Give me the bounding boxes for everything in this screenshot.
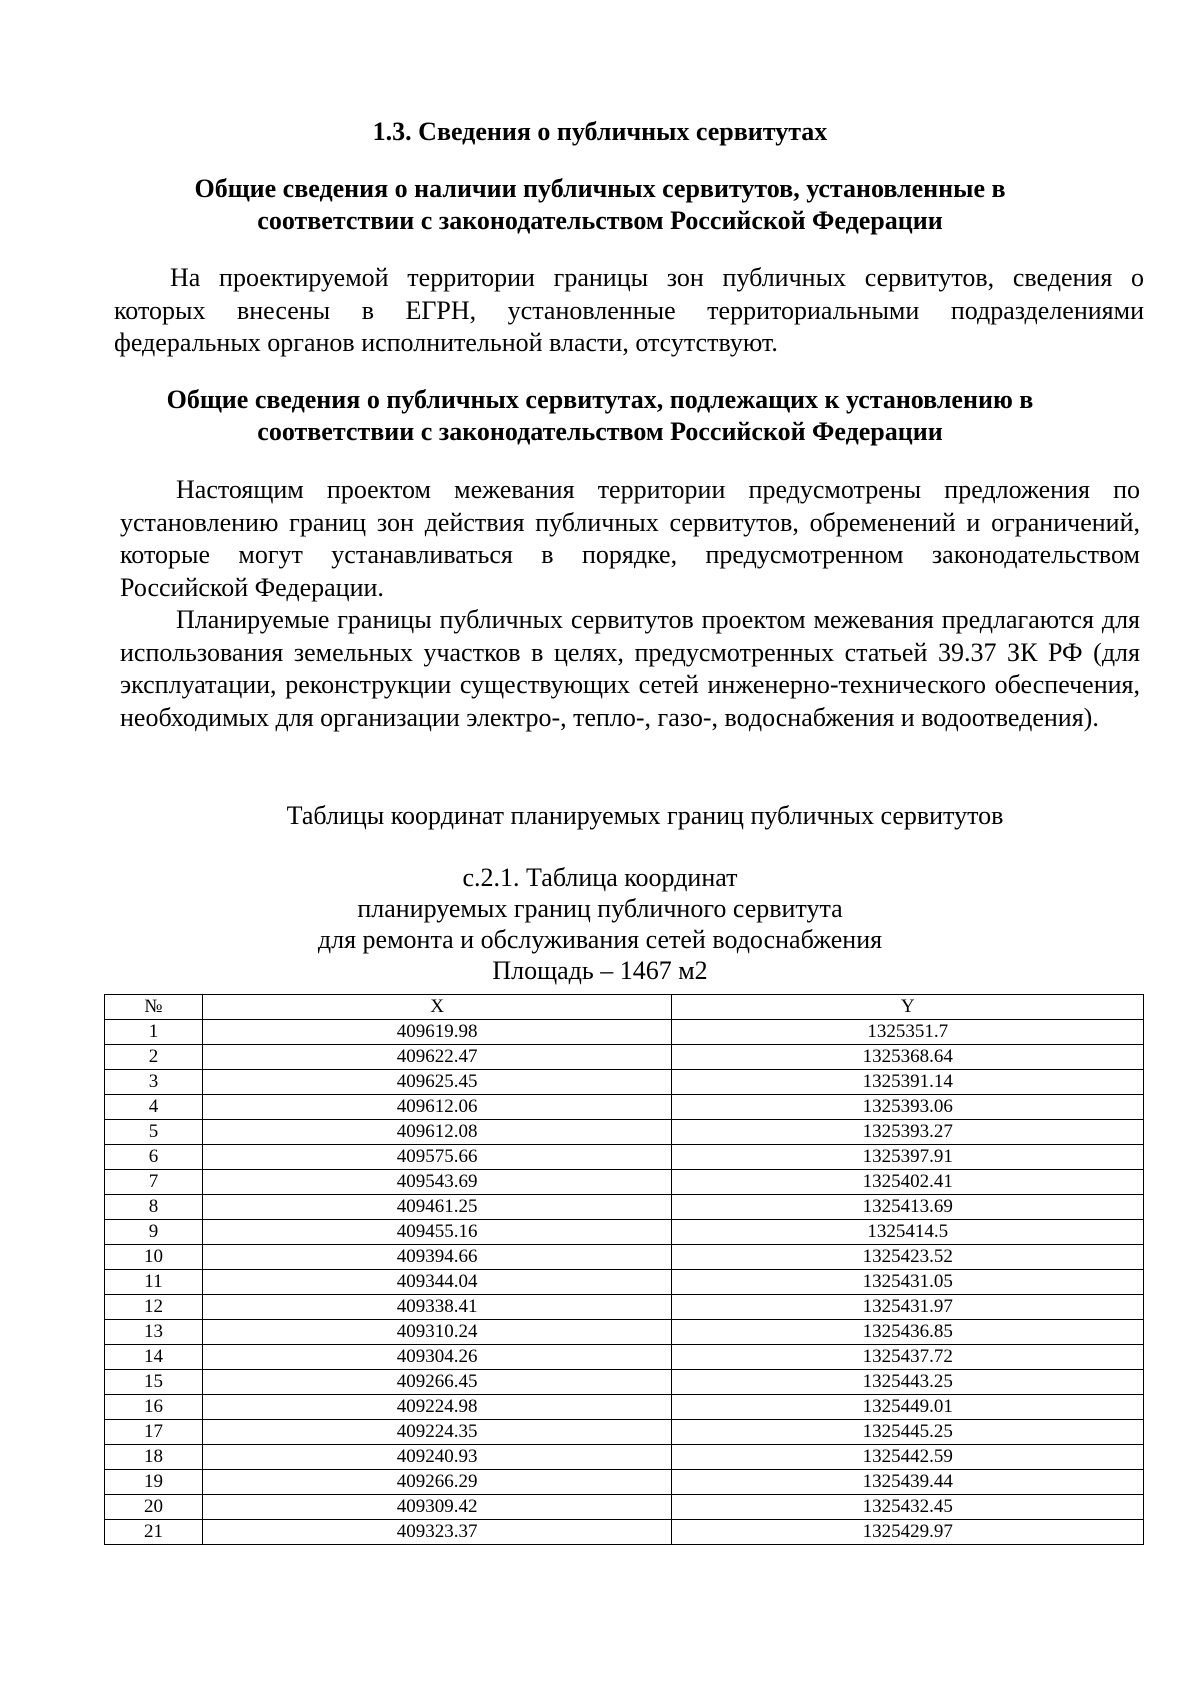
cell-number: 8 (105, 1195, 203, 1220)
cell-x: 409266.45 (202, 1370, 672, 1395)
cell-y: 1325414.5 (672, 1220, 1144, 1245)
table-row (105, 1320, 1144, 1345)
cell-number: 18 (105, 1445, 203, 1470)
cell-x: 409309.42 (202, 1495, 672, 1520)
cell-number: 4 (105, 1095, 203, 1120)
cell-y: 1325449.01 (672, 1395, 1144, 1420)
table-row (105, 1470, 1144, 1495)
cell-y: 1325391.14 (672, 1070, 1144, 1095)
cell-y: 1325436.85 (672, 1320, 1144, 1345)
cell-x: 409338.41 (202, 1295, 672, 1320)
planned-servitudes-heading (130, 384, 1070, 448)
cell-number: 11 (105, 1270, 203, 1295)
table-title-line2: планируемых границ публичного сервитута (357, 894, 843, 923)
cell-y: 1325442.59 (672, 1445, 1144, 1470)
cell-number: 7 (105, 1170, 203, 1195)
existing-servitudes-heading-line2: соответствии с законодательством Российской Федерации (257, 206, 943, 235)
table-row (105, 1045, 1144, 1070)
planned-servitudes-paragraph-2: Планируемые границы публичных сервитутов проектом межевания предлагаются для использования земельных участков в целях, предусмотренных статьей 39.37 ЗК РФ (для эксплуатации, реконструкции существующих сетей инженерно-технического обеспечения, необходимых для организации электро-, тепло-, газо-, водоснабжения и водоотведения). (120, 605, 1140, 732)
cell-number: 3 (105, 1070, 203, 1095)
cell-number: 19 (105, 1470, 203, 1495)
cell-number: 17 (105, 1420, 203, 1445)
table-row (105, 1270, 1144, 1295)
cell-number: 14 (105, 1345, 203, 1370)
cell-y: 1325402.41 (672, 1170, 1144, 1195)
table-header-row (105, 995, 1144, 1020)
table-row (105, 1295, 1144, 1320)
existing-servitudes-heading-line1: Общие сведения о наличии публичных сервитутов, установленные в (194, 174, 1006, 203)
cell-number: 2 (105, 1045, 203, 1070)
cell-number: 15 (105, 1370, 203, 1395)
coordinate-tables-caption: Таблицы координат планируемых границ публичных сервитутов (286, 801, 1004, 830)
cell-y: 1325393.06 (672, 1095, 1144, 1120)
cell-x: 409619.98 (202, 1020, 672, 1045)
cell-y: 1325423.52 (672, 1245, 1144, 1270)
cell-number: 13 (105, 1320, 203, 1345)
table-row (105, 1220, 1144, 1245)
cell-x: 409612.06 (202, 1095, 672, 1120)
cell-number: 21 (105, 1520, 203, 1545)
cell-x: 409224.98 (202, 1395, 672, 1420)
cell-x: 409240.93 (202, 1445, 672, 1470)
cell-x: 409575.66 (202, 1145, 672, 1170)
cell-x: 409543.69 (202, 1170, 672, 1195)
table-row (105, 1520, 1144, 1545)
table-row (105, 1345, 1144, 1370)
coordinates-table-body (105, 1020, 1144, 1545)
cell-x: 409304.26 (202, 1345, 672, 1370)
table-row (105, 1170, 1144, 1195)
cell-y: 1325397.91 (672, 1145, 1144, 1170)
cell-number: 16 (105, 1395, 203, 1420)
cell-y: 1325351.7 (672, 1020, 1144, 1045)
existing-servitudes-heading (130, 173, 1070, 237)
table-row (105, 1120, 1144, 1145)
table-title-line1: с.2.1. Таблица координат (462, 863, 738, 892)
table-row (105, 1020, 1144, 1045)
cell-y: 1325429.97 (672, 1520, 1144, 1545)
table-row (105, 1370, 1144, 1395)
cell-y: 1325393.27 (672, 1120, 1144, 1145)
coordinates-table (104, 994, 1144, 1545)
cell-y: 1325413.69 (672, 1195, 1144, 1220)
cell-x: 409612.08 (202, 1120, 672, 1145)
section-title: 1.3. Сведения о публичных сервитутах (372, 117, 828, 146)
cell-y: 1325439.44 (672, 1470, 1144, 1495)
cell-number: 1 (105, 1020, 203, 1045)
cell-x: 409622.47 (202, 1045, 672, 1070)
planned-servitudes-paragraph-1: Настоящим проектом межевания территории предусмотрены предложения по установлению границ зон действия публичных сервитутов, обременений и ограничений, которые могут устанавливаться в порядке, предусмотренном законодательством Российской Федерации. (120, 475, 1140, 602)
cell-x: 409461.25 (202, 1195, 672, 1220)
table-row (105, 1420, 1144, 1445)
cell-y: 1325432.45 (672, 1495, 1144, 1520)
cell-y: 1325368.64 (672, 1045, 1144, 1070)
table-title-line3: для ремонта и обслуживания сетей водоснабжения (317, 925, 883, 954)
cell-y: 1325443.25 (672, 1370, 1144, 1395)
column-header-number: № (105, 995, 203, 1020)
cell-x: 409394.66 (202, 1245, 672, 1270)
cell-y: 1325431.05 (672, 1270, 1144, 1295)
table-row (105, 1445, 1144, 1470)
table-row (105, 1495, 1144, 1520)
table-row (105, 1195, 1144, 1220)
cell-number: 6 (105, 1145, 203, 1170)
cell-y: 1325437.72 (672, 1345, 1144, 1370)
table-row (105, 1245, 1144, 1270)
cell-number: 10 (105, 1245, 203, 1270)
cell-x: 409310.24 (202, 1320, 672, 1345)
cell-x: 409224.35 (202, 1420, 672, 1445)
cell-number: 5 (105, 1120, 203, 1145)
cell-y: 1325445.25 (672, 1420, 1144, 1445)
column-header-y: Y (672, 995, 1144, 1020)
table-area: Площадь – 1467 м2 (492, 956, 708, 985)
planned-servitudes-heading-line1: Общие сведения о публичных сервитутах, подлежащих к установлению в (166, 385, 1034, 414)
cell-number: 9 (105, 1220, 203, 1245)
table-row (105, 1095, 1144, 1120)
table-row (105, 1395, 1144, 1420)
cell-y: 1325431.97 (672, 1295, 1144, 1320)
table-row (105, 1145, 1144, 1170)
cell-x: 409266.29 (202, 1470, 672, 1495)
table-row (105, 1070, 1144, 1095)
table-title (0, 862, 1200, 986)
cell-x: 409344.04 (202, 1270, 672, 1295)
cell-x: 409625.45 (202, 1070, 672, 1095)
cell-number: 12 (105, 1295, 203, 1320)
column-header-x: X (202, 995, 672, 1020)
cell-number: 20 (105, 1495, 203, 1520)
existing-servitudes-paragraph: На проектируемой территории границы зон публичных сервитутов, сведения о которых внесены в ЕГРН, установленные территориальными подразделениями федеральных органов исполнительной власти, отсутствуют. (114, 263, 1144, 357)
cell-x: 409323.37 (202, 1520, 672, 1545)
cell-x: 409455.16 (202, 1220, 672, 1245)
planned-servitudes-heading-line2: соответствии с законодательством Российской Федерации (257, 417, 943, 446)
